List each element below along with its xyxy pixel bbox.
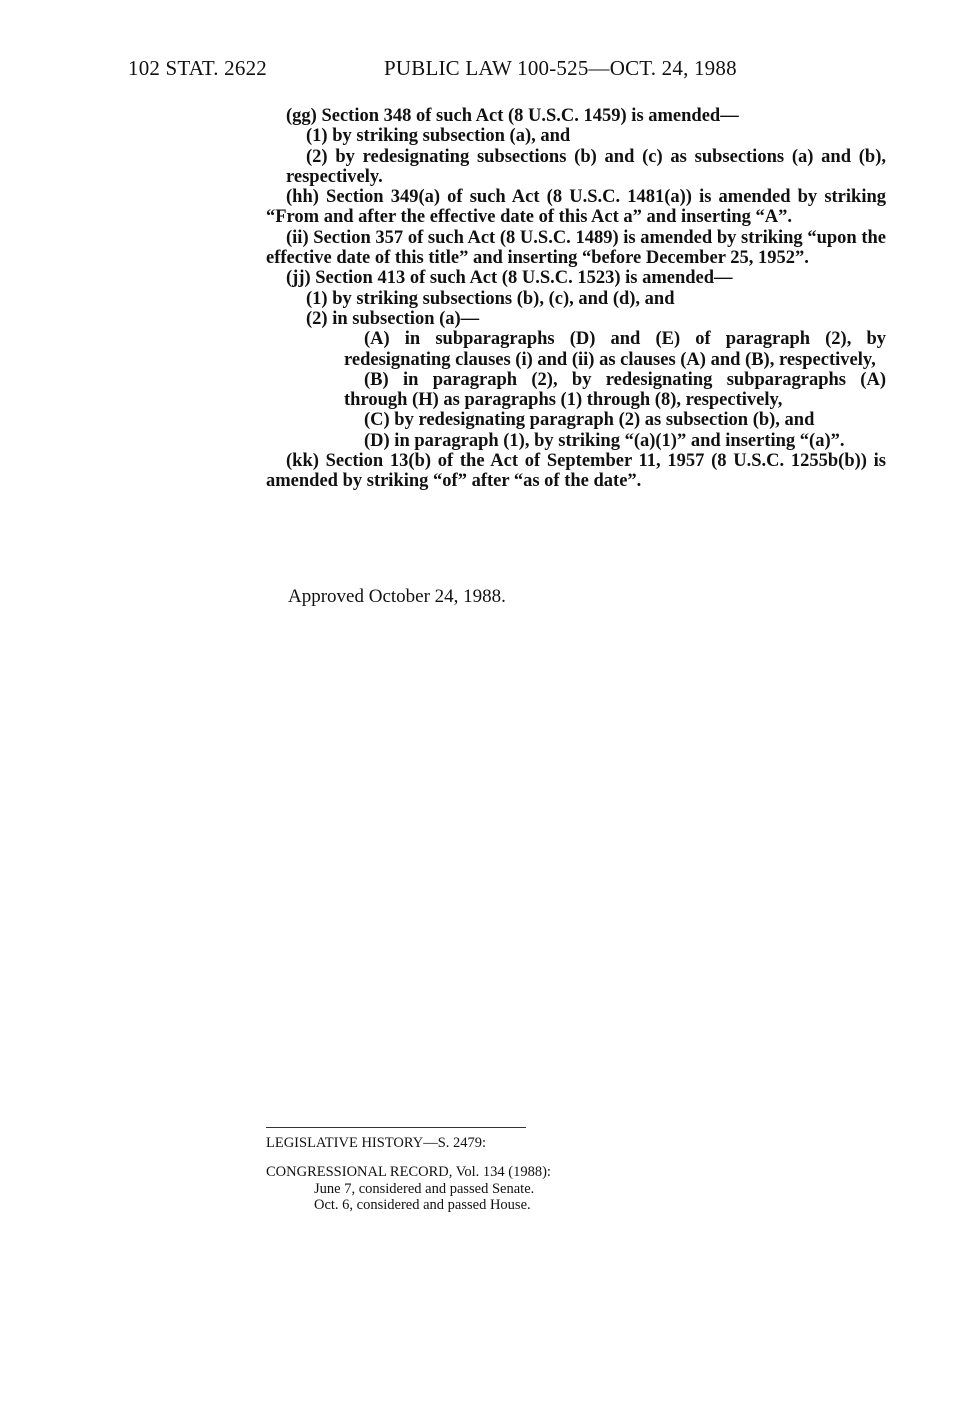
footnote-divider [266, 1127, 526, 1128]
section-jj: (jj) Section 413 of such Act (8 U.S.C. 1523) is amended— [286, 268, 733, 289]
section-jj-clause-2: (2) in subsection (a)— [306, 308, 480, 329]
history-entry-senate: June 7, considered and passed Senate. [314, 1181, 535, 1197]
section-hh: (hh) Section 349(a) of such Act (8 U.S.C. 1481(a)) is amended by striking “From and after the effective date of this Act a” and inserting “A”. [266, 187, 886, 228]
section-ii: (ii) Section 357 of such Act (8 U.S.C. 1489) is amended by striking “upon the effective date of this title” and inserting “before December 25, 1952”. [266, 227, 886, 269]
section-gg: (gg) Section 348 of such Act (8 U.S.C. 1459) is amended— [286, 106, 739, 126]
legislative-history-title: LEGISLATIVE HISTORY—S. 2479: [266, 1135, 487, 1151]
section-jj-subclause-c: (C) by redesignating paragraph (2) as subsection (b), and [364, 410, 815, 431]
history-entry-house: Oct. 6, considered and passed House. [314, 1197, 531, 1213]
section-jj-subclause-b: (B) in paragraph (2), by redesignating subparagraphs (A) through (H) as paragraphs (1) through (8), respectively, [344, 369, 886, 411]
page-stat-citation: 102 STAT. 2622 [128, 56, 267, 80]
congressional-record: CONGRESSIONAL RECORD, Vol. 134 (1988): [266, 1164, 551, 1180]
section-kk: (kk) Section 13(b) of the Act of September 11, 1957 (8 U.S.C. 1255b(b)) is amended by striking “of” after “as of the date”. [266, 451, 886, 492]
section-jj-subclause-a: (A) in subparagraphs (D) and (E) of paragraph (2), by redesignating clauses (i) and (ii) as clauses (A) and (B), respectively, [344, 329, 886, 370]
section-gg-clause-2: (2) by redesignating subsections (b) and (c) as subsections (a) and (b), respectively. [286, 146, 886, 187]
running-head: PUBLIC LAW 100-525—OCT. 24, 1988 [384, 56, 737, 80]
statute-text [266, 106, 886, 492]
approval-date: Approved October 24, 1988. [288, 586, 506, 607]
section-jj-clause-1: (1) by striking subsections (b), (c), and (d), and [306, 288, 675, 309]
section-jj-subclause-d: (D) in paragraph (1), by striking “(a)(1)” and inserting “(a)”. [364, 430, 845, 451]
section-gg-clause-1: (1) by striking subsection (a), and [306, 126, 571, 147]
